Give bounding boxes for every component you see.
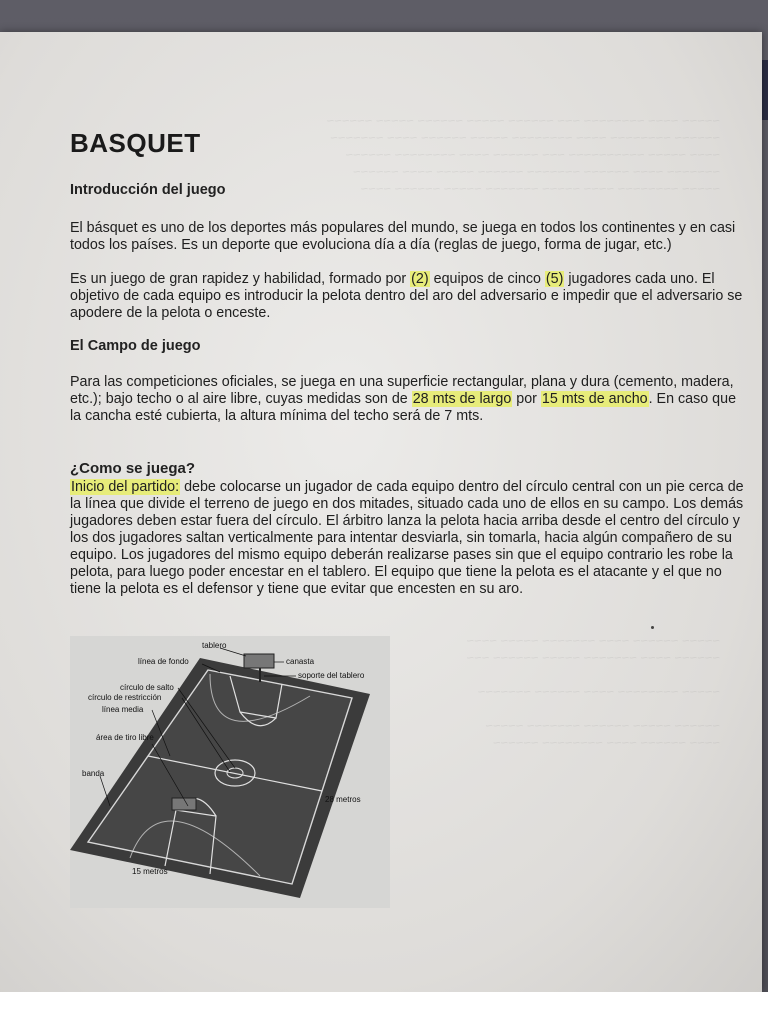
section-heading-intro: Introducción del juego (70, 182, 226, 198)
field-text-before: Para las competiciones oficiales, se juega en una superficie rectangular, plana y dura (cemento, madera, etc.); bajo techo o al aire libre, cuyas medidas son de (70, 374, 734, 407)
intro-p2-text-c: jugadores cada uno. El objetivo de cada equipo es introducir la pelota dentro del aro del adversario e impedir que el adversario se apodere de la pelota o enceste. (70, 271, 743, 321)
highlight-two-teams: (2) (411, 271, 429, 287)
label-area-tiro-libre: área de tiro libre (96, 733, 154, 742)
intro-paragraph-1: El básquet es uno de los deportes más populares del mundo, se juega en todos los continentes y en casi todos los países. Es un deporte que evoluciona día a día (reglas de juego, forma de jugar, etc.) (70, 220, 736, 253)
label-linea-media: línea media (102, 705, 144, 714)
highlight-length: 28 mts de largo (412, 391, 512, 407)
label-banda: banda (82, 769, 105, 778)
ink-dot (651, 626, 654, 629)
page-title: BASQUET (70, 128, 201, 158)
label-circulo-salto: círculo de salto (120, 683, 174, 692)
court-diagram (70, 636, 390, 908)
bleed-through-text: ~~~~~ ~~~~ ~~~~~~~~ ~~~ ~~~~~~ ~~~~~ ~~~~~~ ~~~~~ ~~~~~~ ~~~~~~ ~~~~~~~~ ~~~~ ~~~~~~~~ ~~~~~ ~~~~~~ ~~~~ ~~~~~~~ ~~~~ ~~~~~ ~~~~~~~~~~ ~~~ ~~~~~~ ~~~~ ~~~~~~~~ ~~~~~~ ~~~~~~~ ~~~~ ~~~~~~ ~~~~~~~ ~~~~~~ ~~~~~ ~~~~ ~~~~~~ ~~~~~ ~~~~~~~~ ~~~~ ~~~~~ ~~~~~~~ ~~~~~ ~~~~~~ ~~~~ (326, 113, 720, 196)
bottom-margin (0, 992, 768, 1024)
field-paragraph (70, 374, 746, 425)
document-page (0, 32, 762, 992)
court-illustration (70, 636, 390, 908)
label-tablero: tablero (202, 641, 227, 650)
intro-paragraph-2 (70, 271, 746, 322)
highlight-width: 15 mts de ancho (541, 391, 648, 407)
highlight-five-players: (5) (545, 271, 564, 287)
label-circulo-restriccion: círculo de restricción (88, 693, 162, 702)
label-canasta: canasta (286, 657, 315, 666)
top-backboard (244, 654, 274, 668)
label-largo: 28 metros (325, 795, 361, 804)
how-to-play-text: debe colocarse un jugador de cada equipo dentro del círculo central con un pie cerca de la línea que divide el terreno de juego en dos mitades, situado cada uno de ellos en su campo. Los demás jugadores deben estar fuera del círculo. El árbitro lanza la pelota hacia arriba desde el centro del círculo y los dos jugadores saltan verticalmente para intentar desviarla, sin tomarla, hacia algún compañero de su equipo. Los jugadores del mismo equipo deberán realizarse pases sin que el equipo contrario les robe la pelota, para luego poder encestar en el tablero. El equipo que tiene la pelota es el atacante y el que no tiene la pelota es el defensor y tiene que evitar que encesten en su aro. (70, 479, 744, 597)
field-text-between: por (512, 391, 541, 407)
section-heading-how-to-play: ¿Como se juega? (70, 460, 196, 477)
highlight-game-start: Inicio del partido: (71, 479, 180, 495)
label-soporte: soporte del tablero (298, 671, 365, 680)
bleed-through-text-lower: ~~~~~ ~~~~~~ ~~~~ ~~~~~~~ ~~~~~ ~~~~ ~~~~~~ ~~~~ ~~~~~~~ ~~~~~ ~~~~~~ ~~~ ~~~~~ ~~~~~~~~ ~~~~ ~~~~~~ ~~~~~~~ ~~~~~~ ~~~~~ ~~~~~~ ~~~~~~~ ~~~~~ ~~~~ ~~~~~~ ~~~~ ~~~~~~~~ ~~~~~~ (466, 633, 720, 750)
field-text-after: . En caso que la cancha esté cubierta, la altura mínima del techo será de 7 mts. (70, 391, 737, 424)
intro-p2-text-a: Es un juego de gran rapidez y habilidad, formado por (70, 271, 411, 287)
label-ancho: 15 metros (132, 867, 168, 876)
label-linea-fondo: línea de fondo (138, 657, 189, 666)
intro-p2-text-b: equipos de cinco (429, 271, 545, 287)
section-heading-field: El Campo de juego (70, 338, 201, 354)
how-to-play-paragraph (70, 479, 746, 598)
